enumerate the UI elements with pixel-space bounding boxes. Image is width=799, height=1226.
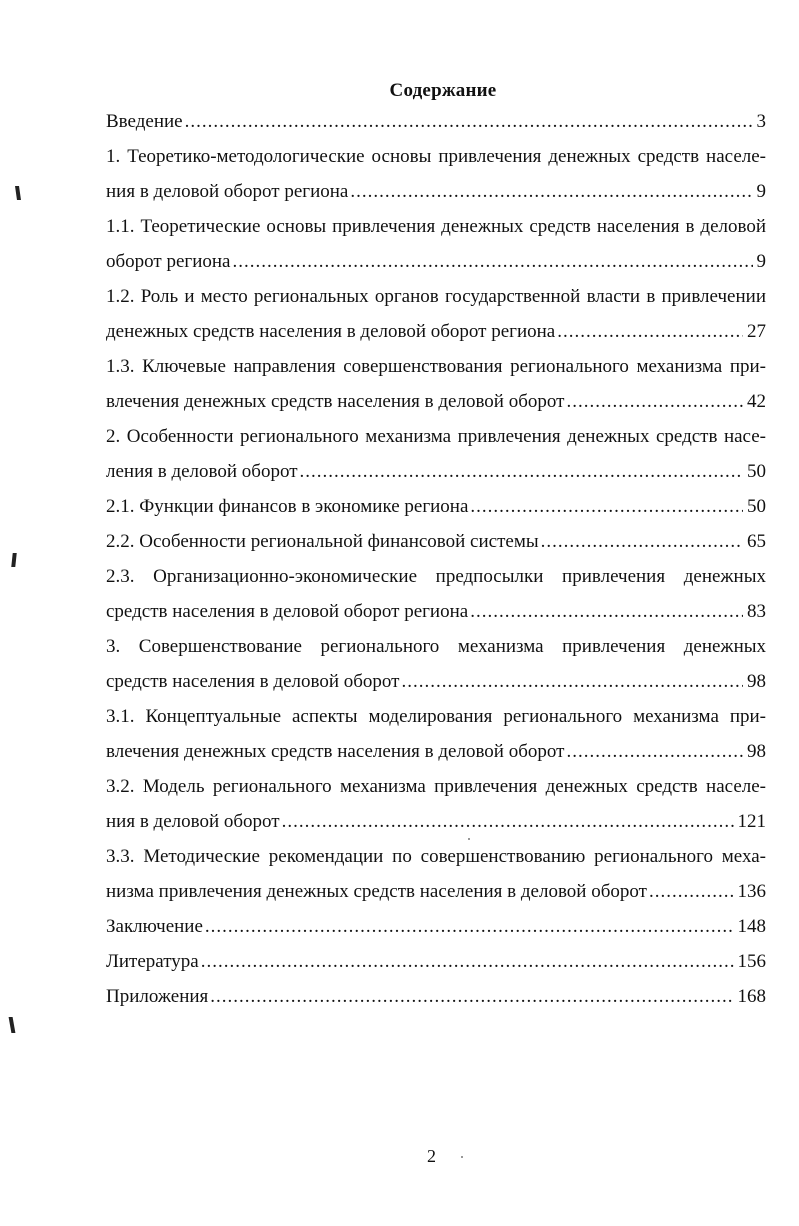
toc-entry-line <box>106 279 766 314</box>
toc-entry-line <box>106 524 766 559</box>
toc-entry-text: ления в деловой оборот <box>106 461 298 482</box>
toc-page-number: 83 <box>747 601 766 622</box>
toc-entry-line <box>106 419 766 454</box>
toc-entry-line <box>106 909 766 944</box>
dot-leader <box>300 454 743 489</box>
toc-entry <box>106 524 766 559</box>
toc-entry-text: 1. Теоретико-методологические основы привлечения денежных средств населе- <box>106 146 766 167</box>
toc-entry-text: 2.2. Особенности региональной финансовой системы <box>106 531 539 552</box>
toc-entry-line <box>106 734 766 769</box>
dot-leader <box>282 804 734 839</box>
toc-entry-text: 3. Совершенствование регионального механизма привлечения денежных <box>106 636 766 657</box>
toc-entry-line <box>106 699 766 734</box>
toc-entry-line <box>106 349 766 384</box>
toc-entry-text: 2. Особенности регионального механизма привлечения денежных средств насе- <box>106 426 766 447</box>
toc-page-number: 9 <box>756 251 766 272</box>
toc-page-number: 50 <box>747 496 766 517</box>
dot-leader <box>557 314 743 349</box>
toc-entry <box>106 209 766 279</box>
toc-entry-line <box>106 559 766 594</box>
scan-speck <box>461 1156 463 1158</box>
toc-entry-line <box>106 384 766 419</box>
toc-entry <box>106 419 766 489</box>
dot-leader <box>566 734 743 769</box>
dot-leader <box>470 594 743 629</box>
toc-page-number: 50 <box>747 461 766 482</box>
toc-entry-line <box>106 874 766 909</box>
toc-entry-text: средств населения в деловой оборот <box>106 671 400 692</box>
scan-mark <box>9 1017 16 1033</box>
dot-leader <box>205 909 734 944</box>
toc-entry-line <box>106 454 766 489</box>
toc-entry-text: низма привлечения денежных средств населения в деловой оборот <box>106 881 647 902</box>
toc-entry-line <box>106 139 766 174</box>
toc-entry-text: влечения денежных средств населения в деловой оборот <box>106 741 565 762</box>
dot-leader <box>649 874 734 909</box>
toc-entry <box>106 489 766 524</box>
toc-entry-line <box>106 979 766 1014</box>
toc-entry-text: 2.1. Функции финансов в экономике региона <box>106 496 469 517</box>
dot-leader <box>470 489 743 524</box>
toc-entry <box>106 349 766 419</box>
toc-title: Содержание <box>389 80 497 101</box>
table-of-contents <box>106 104 766 1014</box>
toc-entry-text: Введение <box>106 111 183 132</box>
toc-entry <box>106 944 766 979</box>
toc-entry-text: Литература <box>106 951 199 972</box>
toc-entry-text: 3.1. Концептуальные аспекты моделирования регионального механизма при- <box>106 706 766 727</box>
toc-entry <box>106 909 766 944</box>
toc-entry-line <box>106 804 766 839</box>
toc-entry <box>106 104 766 139</box>
toc-entry-line <box>106 489 766 524</box>
toc-entry-text: влечения денежных средств населения в деловой оборот <box>106 391 565 412</box>
toc-page-number: 27 <box>747 321 766 342</box>
toc-entry-text: 3.2. Модель регионального механизма привлечения денежных средств населе- <box>106 776 766 797</box>
toc-entry-text: 2.3. Организационно-экономические предпосылки привлечения денежных <box>106 566 766 587</box>
dot-leader <box>210 979 733 1014</box>
toc-page-number: 98 <box>747 741 766 762</box>
toc-entry-line <box>106 664 766 699</box>
toc-entry-text: 1.1. Теоретические основы привлечения денежных средств населения в деловой <box>106 216 766 237</box>
dot-leader <box>201 944 734 979</box>
toc-entry-line <box>106 244 766 279</box>
toc-entry <box>106 559 766 629</box>
toc-entry-text: ния в деловой оборот региона <box>106 181 349 202</box>
toc-entry <box>106 769 766 839</box>
toc-entry-line <box>106 314 766 349</box>
toc-page-number: 121 <box>737 811 766 832</box>
dot-leader <box>401 664 743 699</box>
toc-page-number: 168 <box>737 986 766 1007</box>
dot-leader <box>541 524 743 559</box>
toc-page-number: 3 <box>756 111 766 132</box>
toc-page-number: 136 <box>737 881 766 902</box>
toc-entry <box>106 699 766 769</box>
toc-page-number: 98 <box>747 671 766 692</box>
toc-entry-line <box>106 174 766 209</box>
toc-entry-line <box>106 629 766 664</box>
scan-mark <box>11 553 16 567</box>
toc-page-number: 9 <box>756 181 766 202</box>
toc-entry-line <box>106 104 766 139</box>
toc-page-number: 156 <box>737 951 766 972</box>
dot-leader <box>185 104 753 139</box>
toc-page-number: 148 <box>737 916 766 937</box>
toc-entry-text: Заключение <box>106 916 203 937</box>
toc-entry-line <box>106 944 766 979</box>
toc-entry <box>106 839 766 909</box>
toc-entry-text: 1.2. Роль и место региональных органов государственной власти в привлечении <box>106 286 766 307</box>
toc-entry-line <box>106 209 766 244</box>
page-number: 2 <box>427 1146 436 1166</box>
toc-entry-text: Приложения <box>106 986 209 1007</box>
toc-entry-line <box>106 594 766 629</box>
dot-leader <box>232 244 752 279</box>
toc-entry-text: денежных средств населения в деловой оборот региона <box>106 321 556 342</box>
toc-entry <box>106 279 766 349</box>
toc-entry-text: оборот региона <box>106 251 231 272</box>
toc-entry <box>106 629 766 699</box>
toc-entry <box>106 139 766 209</box>
toc-entry-line <box>106 839 766 874</box>
scan-mark <box>15 186 21 200</box>
dot-leader <box>566 384 743 419</box>
toc-page-number: 42 <box>747 391 766 412</box>
toc-entry-text: ния в деловой оборот <box>106 811 280 832</box>
toc-entry <box>106 979 766 1014</box>
toc-entry-line <box>106 769 766 804</box>
toc-entry-text: 3.3. Методические рекомендации по совершенствованию регионального меха- <box>106 846 766 867</box>
toc-entry-text: средств населения в деловой оборот региона <box>106 601 469 622</box>
toc-page-number: 65 <box>747 531 766 552</box>
dot-leader <box>350 174 752 209</box>
toc-entry-text: 1.3. Ключевые направления совершенствования регионального механизма при- <box>106 356 766 377</box>
